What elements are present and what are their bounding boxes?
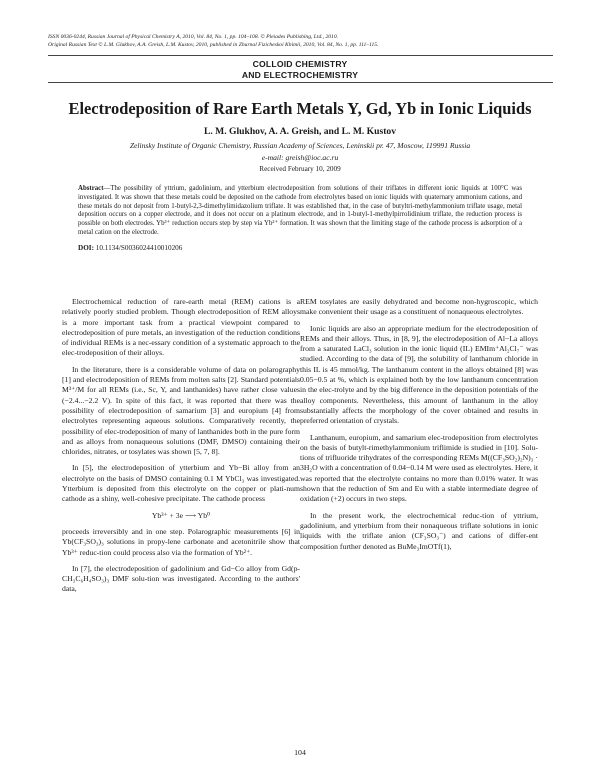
paragraph: Ionic liquids are also an appropriate medium for the electrodeposition of REMs and their alloys. Thus, in [8, 9], the electrodeposition of Al−La alloys from a saturated LaCl₃ solution in the ionic liquid (IL) EMIm⁺Al₂Cl₇⁻ was studied. According to the data of [9], the solubility of lanthanum chloride in this IL is 45 mmol/kg. The lanthanum content in the alloys obtained [8] was 0.05−0.5 at %, which is explained both by the low lanthanum concentration in the elec-trolyte and by the big difference in the deposition potentials of the alloy components. Nevertheless, this amount of lanthanum in the alloy substantially affects the morphology of the cover obtained and results in preferred orientation of crystals.: [300, 323, 538, 426]
paragraph: REM tosylates are easily dehydrated and become non-hygroscopic, which make convenient their usage as a constituent of nonaqueous electrolytes.: [300, 297, 538, 317]
section-bottom-rule: [48, 82, 553, 83]
abstract: [78, 185, 522, 238]
paragraph: In [7], the electrodeposition of gadolinium and Gd−Co alloy from Gd(p-CH₃C₆H₄SO₃)₃ DMF solu-tion was investigated. According to the authors' data,: [62, 563, 300, 594]
paragraph: In the present work, the electrochemical reduc-tion of yttrium, gadolinium, and ytterbium from their nonaqueous triflate solutions in ionic liquids with the triflate anion (CF₃SO₃⁻) and cations of differ-ent composition further denoted as BuMe₃ImOTf(1),: [300, 510, 538, 551]
page-number: 104: [294, 748, 306, 757]
abstract-heading: Abstract: [78, 185, 104, 192]
section-top-rule: [48, 55, 553, 56]
affiliation: [0, 140, 600, 164]
paragraph: In the literature, there is a considerable volume of data on polarography [1] and electrodeposition of REMs from molten salts [2]. Standard potentials M³⁺/M for all REMs (i.e., Sc, Y, and lanthanides) have rather close values (−2.4...−2.2 V). In spite of this fact, it was reported that there was the possibility of electrodeposition of samarium [3] and europium [4] from electrolytes representing aqueous solutions. Comparatively recently, the possibility of elec-trodeposition of many of lanthanides both in the pure form and as alloys from nonaqueous solutions (DMF, DMSO) containing their chlorides, nitrates, or tosylates was shown [5, 7, 8].: [62, 364, 300, 457]
doi: [78, 244, 182, 252]
paragraph: proceeds irreversibly and in one step. Polarographic measurements [6] in Yb(CF₃SO₃)₃ solutions in propy-lene carbonate and acetonitrile show that Yb³⁺ reduc-tion could process also via the formation of Yb²⁺.: [62, 526, 300, 557]
affiliation-text: Zelinsky Institute of Organic Chemistry, Russian Academy of Sciences, Leninskii pr. 47, Moscow, 119991 Russia: [129, 141, 471, 150]
paper-title: Electrodeposition of Rare Earth Metals Y, Gd, Yb in Ionic Liquids: [68, 99, 532, 118]
right-column: [300, 297, 538, 558]
section-heading: [0, 59, 600, 81]
doi-label: DOI:: [78, 244, 94, 252]
paragraph: Electrochemical reduction of rare-earth metal (REM) cations is a relatively poorly studied problem. Though electrodeposition of REM alloys is a more important task from a practical viewpoint compared to electrodeposition of pure metals, an investigation of the reduction conditions of individual REMs is a nec-essary condition of a systematic approach to the elec-trodeposition of their alloys.: [62, 297, 300, 358]
journal-citation-line: ISSN 0036-0244, Russian Journal of Physical Chemistry A, 2010, Vol. 84, No. 1, pp. 104–108. © Pleiades Publishing, Ltd., 2010.: [48, 34, 339, 40]
left-column: [62, 297, 300, 601]
abstract-text: —The possibility of yttrium, gadolinium, and ytterbium electrodeposition from solutions of their triflates in different ionic liquids at 100°C was investigated. It was shown that these metals could be deposited on the cathode from electrolytes based on ionic liquids with quaternary ammonium cations, and these metals do not deposit from 1-butyl-2,3-dimethylimidazolium triflate. It was established that, in the case of butyltri-methylammonium triflate usage, metal deposition occurs on a copper electrode, and it does not occur on a platinum electrode, and in 1-butyl-1-methylpirrolidinium triflate, the reduction process is possible on both electrodes. Yb³⁺ reduction occurs step by step via Yb²⁺ formation. It was shown that the limiting stage of the cathode process is adsorption of a metal cation on the electrode.: [78, 185, 522, 236]
received-date: Received February 10, 2009: [259, 165, 341, 173]
paper-authors: L. M. Glukhov, A. A. Greish, and L. M. Kustov: [203, 126, 396, 137]
equation: Yb³⁺ + 3e ⟶ Yb⁰: [151, 510, 211, 520]
paragraph: Lanthanum, europium, and samarium elec-trodeposition from electrolytes on the basis of butylt-rimethylammonium triflimide is studied in [10]. Solu-tions of trifluoride trihydrates of the corresponding REMs M((CF₃SO₂)₂N)₃ · 3H₂O with a concentration of 0.04−0.14 M were used as electrolytes. Here, it was reported that the electrolyte contains no more than 0.01% water. It was shown that the reduction of Sm and Eu with a stable intermediate degree of oxidation (+2) occurs in two steps.: [300, 432, 538, 504]
paragraph: In [5], the electrodeposition of ytterbium and Yb−Bi alloy from an electrolyte on the basis of DMSO containing 0.1 M YbCl₃ was investigated. Ytterbium is deposited from this electrolyte on the copper or plati-num cathode as a shiny, well-cohesive precipitate. The cathode process: [62, 463, 300, 504]
doi-value: 10.1134/S0036024410010206: [95, 244, 183, 252]
section-heading-line2: AND ELECTROCHEMISTRY: [241, 70, 359, 80]
section-heading-line1: COLLOID CHEMISTRY: [252, 59, 348, 69]
journal-header: [48, 33, 378, 49]
original-text-line: Original Russian Text © L.M. Glukhov, A.A. Greish, L.M. Kustov, 2010, published in Zhurnal Fizicheskoi Khimii, 2010, Vol. 84, No. 1, pp. 111–115.: [48, 42, 379, 48]
email: e-mail: greish@ioc.ac.ru: [261, 153, 339, 162]
